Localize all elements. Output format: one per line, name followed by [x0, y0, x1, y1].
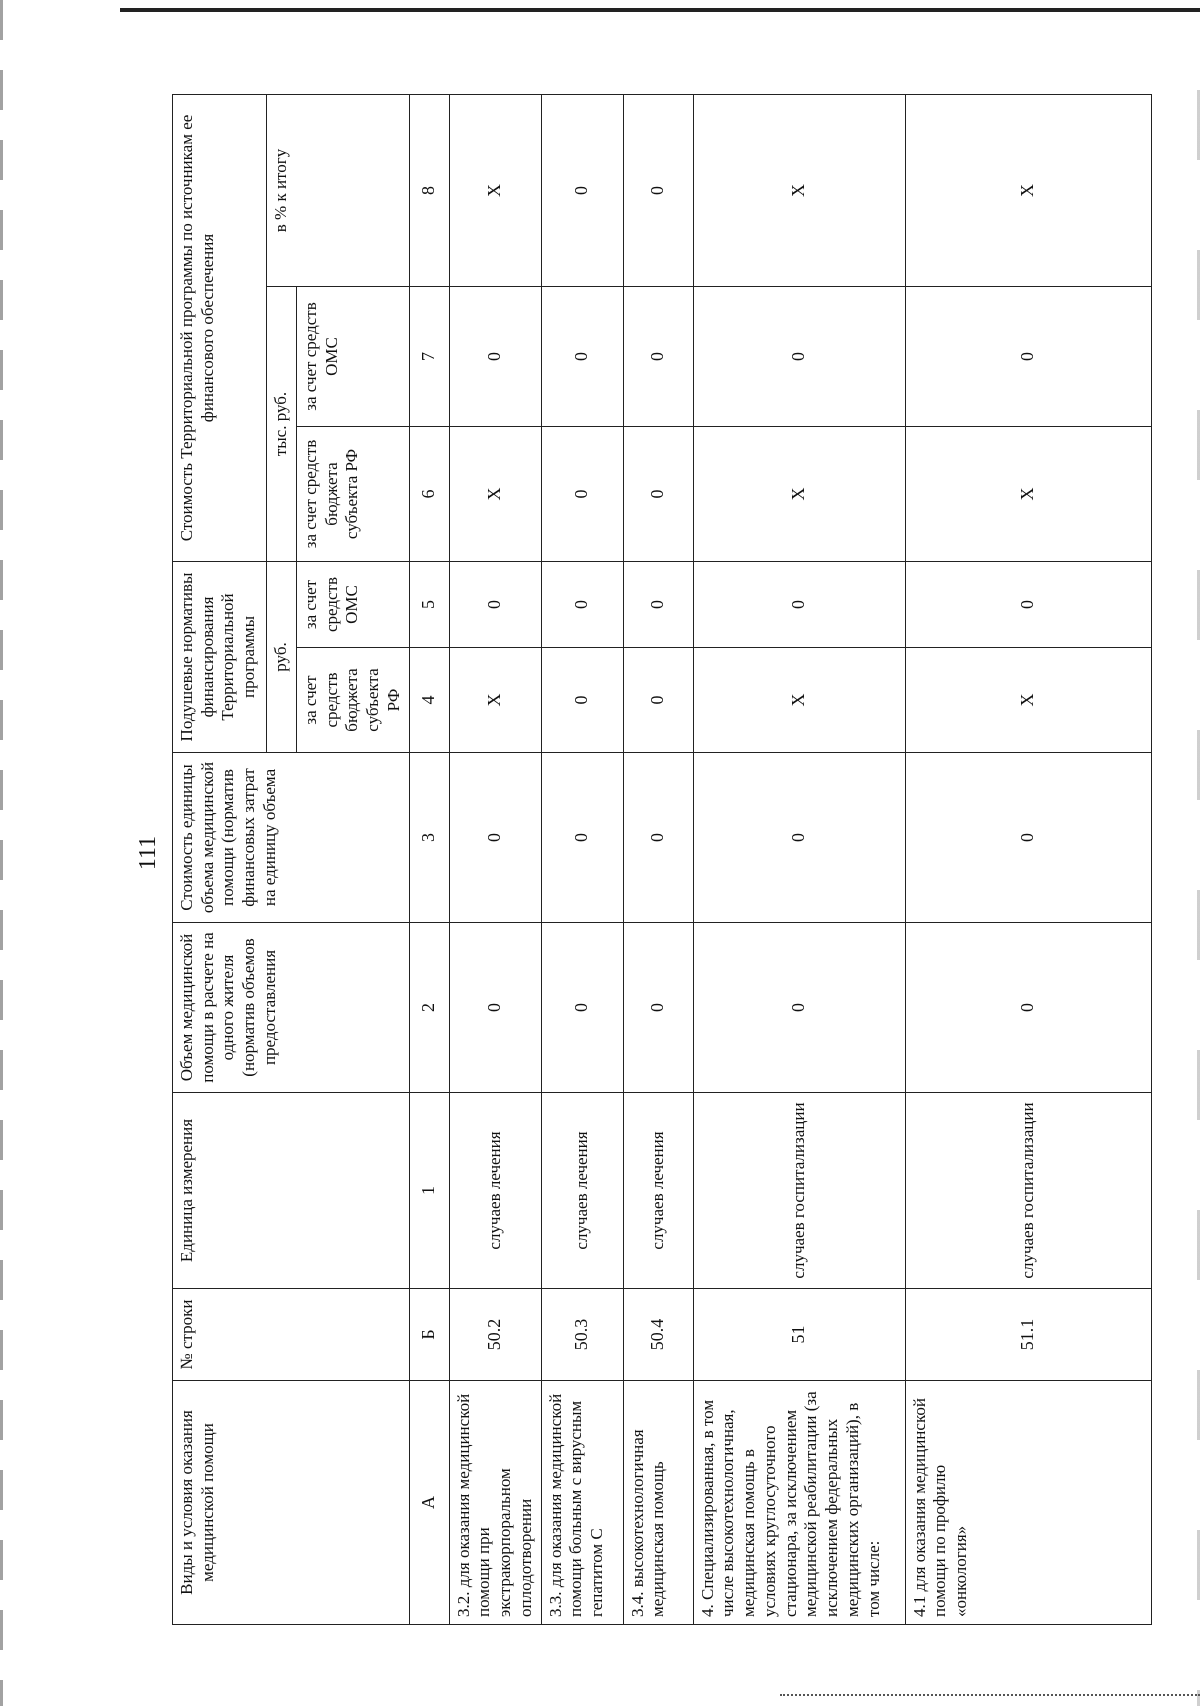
row-value: 0	[623, 561, 693, 647]
row-value: 0	[541, 753, 623, 923]
header-col-7: за счет средств ОМС	[297, 286, 410, 426]
row-value: Х	[693, 94, 905, 286]
scan-left-edge	[0, 0, 3, 1706]
rotated-table-wrapper	[172, 95, 1152, 1625]
row-value: 0	[449, 753, 541, 923]
row-value: Х	[905, 94, 1151, 286]
row-unit: случаев лечения	[623, 1093, 693, 1289]
row-name: 4.1 для оказания медицинской помощи по профилю «онкология»	[905, 1381, 1151, 1625]
row-value: 0	[623, 923, 693, 1093]
row-name: 3.3. для оказания медицинской помощи больным с вирусным гепатитом С	[541, 1381, 623, 1625]
row-value: 0	[449, 286, 541, 426]
row-value: 0	[905, 286, 1151, 426]
row-value: 0	[693, 286, 905, 426]
header-thous-rub: тыс. руб.	[267, 286, 297, 561]
table-row	[541, 94, 623, 1624]
header-col-5: за счет средств ОМС	[297, 561, 410, 647]
scan-top-border	[120, 8, 1200, 12]
row-line-number: 51	[693, 1289, 905, 1381]
row-value: 0	[693, 561, 905, 647]
table-row	[623, 94, 693, 1624]
row-value: 0	[623, 753, 693, 923]
row-value: Х	[905, 648, 1151, 753]
row-line-number: 50.3	[541, 1289, 623, 1381]
row-value: Х	[693, 648, 905, 753]
row-unit: случаев лечения	[541, 1093, 623, 1289]
row-name: 3.4. высокотехнологичная медицинская помощь	[623, 1381, 693, 1625]
table-row	[693, 94, 905, 1624]
header-col-2: Объем медицинской помощи в расчете на одного жителя (норматив объемов предоставления	[173, 923, 410, 1093]
index-cell: 3	[409, 753, 449, 923]
row-value: 0	[693, 923, 905, 1093]
header-col-3: Стоимость единицы объема медицинской помощи (норматив финансовых затрат на единицу объема	[173, 753, 410, 923]
index-cell: А	[409, 1381, 449, 1625]
index-cell: 2	[409, 923, 449, 1093]
row-value: 0	[623, 648, 693, 753]
index-cell: 7	[409, 286, 449, 426]
row-value: 0	[905, 753, 1151, 923]
row-value: 0	[541, 648, 623, 753]
index-cell: 8	[409, 94, 449, 286]
header-col-8: в % к итогу	[267, 94, 410, 286]
row-value: 0	[623, 286, 693, 426]
row-line-number: 51.1	[905, 1289, 1151, 1381]
row-value: 0	[541, 561, 623, 647]
row-value: Х	[693, 426, 905, 561]
financing-table	[172, 94, 1152, 1625]
row-unit: случаев госпитализации	[905, 1093, 1151, 1289]
row-unit: случаев госпитализации	[693, 1093, 905, 1289]
header-row-1	[173, 94, 267, 1624]
row-value: 0	[623, 426, 693, 561]
row-value: 0	[905, 923, 1151, 1093]
row-name: 4. Специализированная, в том числе высокотехнологичная, медицинская помощь в условиях круглосуточного стационара, за исключением медицинской реабилитации (за исключением федеральных медицинских организаций), в том числе:	[693, 1381, 905, 1625]
row-value: 0	[541, 426, 623, 561]
row-line-number: 50.4	[623, 1289, 693, 1381]
row-value: 0	[693, 753, 905, 923]
row-name: 3.2. для оказания медицинской помощи при экстракорпоральном оплодотворении	[449, 1381, 541, 1625]
header-col-a: Виды и условия оказания медицинской помощи	[173, 1381, 410, 1625]
row-value: Х	[449, 94, 541, 286]
index-cell: 5	[409, 561, 449, 647]
scan-bottom-dots	[780, 1694, 1200, 1696]
table-row	[905, 94, 1151, 1624]
row-value: 0	[449, 561, 541, 647]
row-value: Х	[905, 426, 1151, 561]
header-col-1: Единица измерения	[173, 1093, 410, 1289]
index-cell: 4	[409, 648, 449, 753]
header-group-norm: Подушевые нормативы финансирования Территориальной программы	[173, 561, 267, 752]
header-col-b: № строки	[173, 1289, 410, 1381]
row-value: 0	[623, 94, 693, 286]
page-number: 111	[135, 835, 161, 871]
index-cell: 6	[409, 426, 449, 561]
index-row	[409, 94, 449, 1624]
table-row	[449, 94, 541, 1624]
header-col-4: за счет средств бюджета субъекта РФ	[297, 648, 410, 753]
row-value: 0	[541, 94, 623, 286]
row-line-number: 50.2	[449, 1289, 541, 1381]
header-rub: руб.	[267, 561, 297, 752]
header-col-6: за счет средств бюджета субъекта РФ	[297, 426, 410, 561]
row-value: 0	[541, 286, 623, 426]
row-value: 0	[449, 923, 541, 1093]
row-value: Х	[449, 426, 541, 561]
header-group-cost: Стоимость Территориальной программы по источникам ее финансового обеспечения	[173, 94, 267, 561]
row-value: Х	[449, 648, 541, 753]
row-unit: случаев лечения	[449, 1093, 541, 1289]
index-cell: Б	[409, 1289, 449, 1381]
index-cell: 1	[409, 1093, 449, 1289]
row-value: 0	[541, 923, 623, 1093]
row-value: 0	[905, 561, 1151, 647]
